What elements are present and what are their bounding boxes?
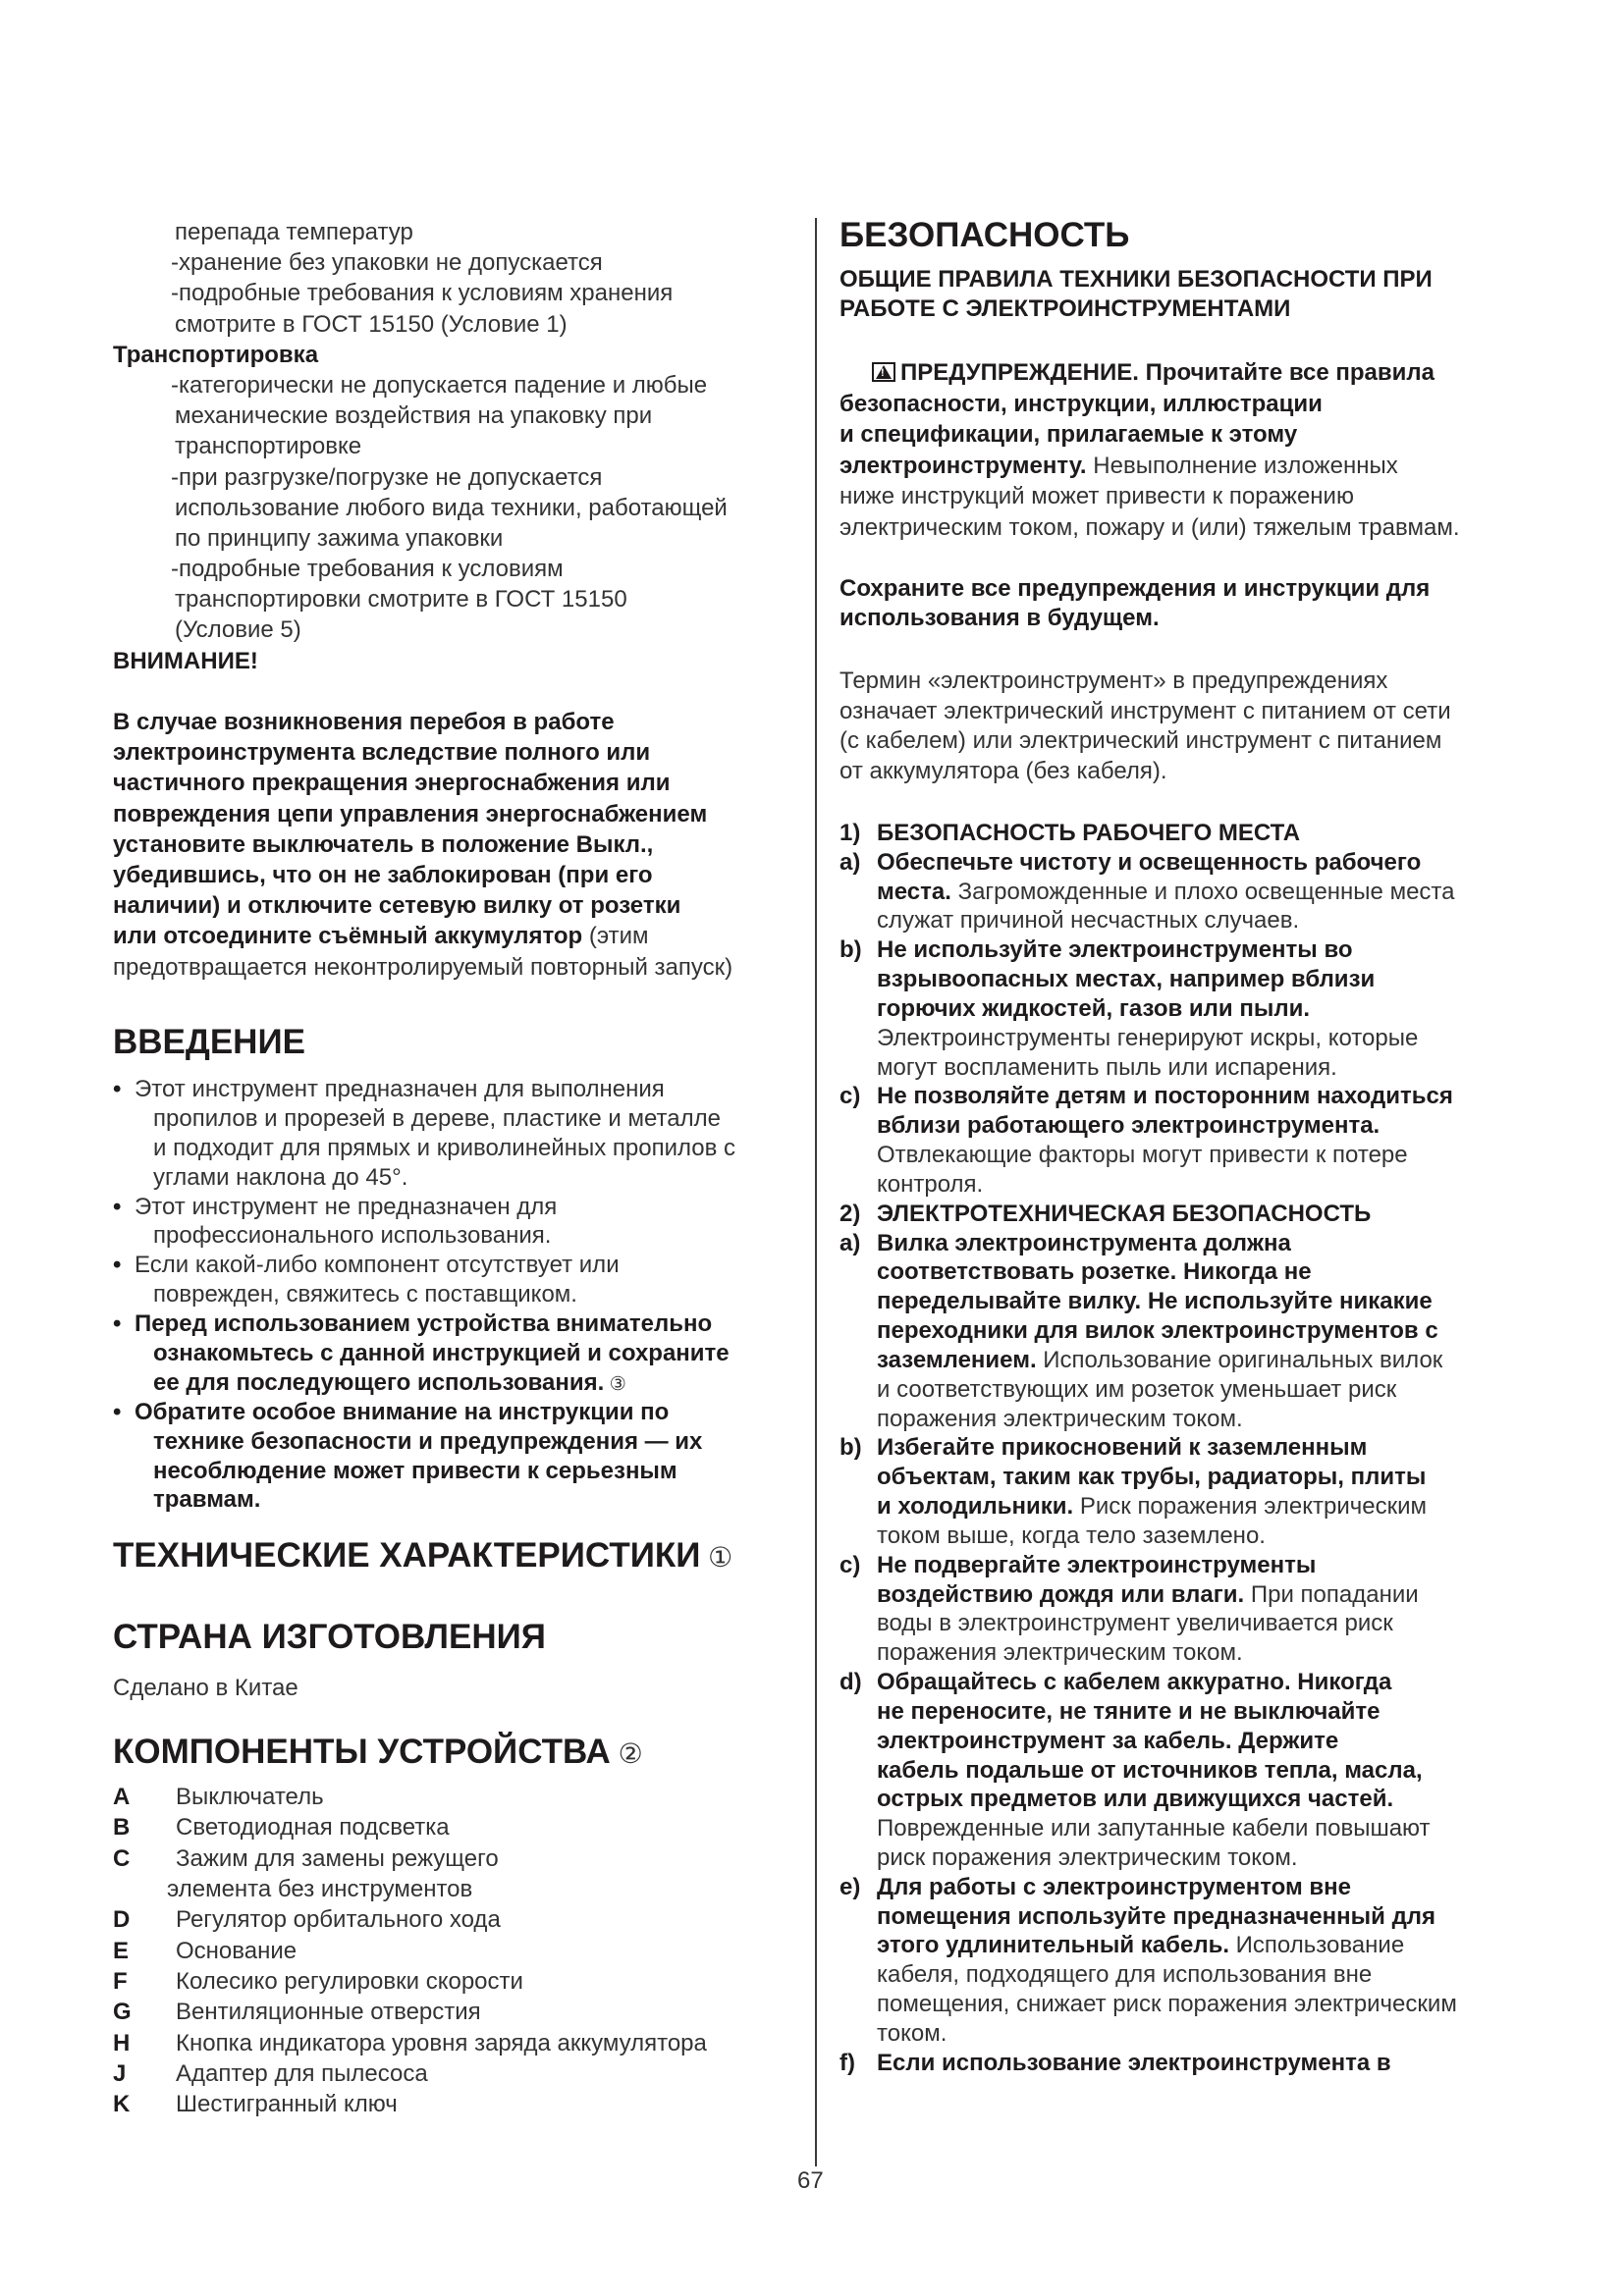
text-line [113,707,732,737]
list-item [839,819,1457,848]
text-run: или отсоедините съёмный аккумулятор [113,923,583,950]
list-marker: b) [839,1434,862,1462]
text-line [113,400,728,431]
text-run: ВНИМАНИЕ! [113,647,258,674]
text-line [113,890,732,921]
text-run: смотрите в ГОСТ 15150 (Условие 1) [175,310,568,338]
text-run: горючих жидкостей, газов или пыли. [877,994,1310,1022]
text-run: Шестигранный ключ [176,2091,398,2118]
text-line [113,952,732,983]
save-instructions-note [839,574,1430,633]
list-marker: A [113,1784,131,1810]
list-item [839,848,1457,878]
warning-triangle-icon [872,362,895,382]
text-run: кабеля, подходящего для использования вне [877,1961,1373,1989]
text-line [113,1427,735,1457]
general-safety-rules-title [839,265,1433,324]
text-line [839,1463,1457,1492]
text-run: риск поражения электрическим током. [877,1843,1298,1871]
text-run: -подробные требования к условиям [171,556,564,583]
text-run: Регулятор орбитального хода [176,1906,501,1934]
text-run: углами наклона до 45°. [153,1163,408,1191]
safety-warning-paragraph [839,357,1460,543]
text-line [113,1339,735,1368]
text-line [113,1457,735,1486]
text-run: перепада температур [175,219,413,245]
text-run: использования в будущем. [839,605,1160,631]
column-divider [815,218,817,2166]
page-number: 67 [797,2167,824,2194]
text-run: При попадании [1244,1580,1419,1608]
country-of-origin-text [113,1673,298,1703]
text-run: профессионального использования. [153,1222,552,1250]
text-line [839,1492,1457,1522]
text-line [839,667,1451,697]
list-marker: c) [839,1083,861,1110]
list-item [839,1229,1457,1258]
text-run: Кнопка индикатора уровня заряда аккумулятора [176,2029,707,2056]
text-run: наличии) и отключите сетевую вилку от розетки [113,892,681,920]
list-item [113,1309,735,1339]
text-run: (Условие 5) [175,616,301,644]
text-run: током выше, когда тело заземлено. [877,1522,1266,1549]
text-line [113,1673,298,1703]
list-marker: J [113,2060,127,2088]
text-run: (с кабелем) или электрический инструмент с питанием [839,727,1442,754]
text-run: Этот инструмент не предназначен для [135,1193,558,1220]
text-run: травмам. [153,1486,261,1514]
text-run: Сохраните все предупреждения и инструкции для [839,575,1431,602]
text-line [113,921,732,951]
text-line [839,1609,1457,1638]
list-item [113,1782,707,1812]
text-run: Сделано в Китае [113,1675,298,1701]
list-marker: B [113,1814,131,1842]
text-run: Обратите особое внимание на инструкции по [135,1398,670,1425]
text-run: и подходит для прямых и криволинейных пропилов с [153,1134,736,1161]
text-run: ниже инструкций может привести к поражению [839,483,1354,509]
text-run: поражения электрическим током. [877,1405,1243,1432]
text-run: объектам, таким как трубы, радиаторы, плиты [877,1464,1427,1491]
list-item [113,1936,707,1966]
text-run: электроинструмент за кабель. Держите [877,1727,1339,1754]
text-run: использование любого вида техники, работающей [175,494,728,521]
text-run: установите выключатель в положение Выкл., [113,830,654,858]
list-item [839,1082,1457,1111]
text-run: Отвлекающие факторы могут привести к потере [877,1142,1408,1169]
text-run: Для работы с электроинструментом вне [877,1873,1351,1900]
storage-transport-section [113,217,728,676]
figure-reference: ③ [604,1373,626,1395]
list-marker: e) [839,1873,861,1900]
text-line [113,829,732,860]
text-line [113,493,728,523]
heading-components [113,1731,643,1774]
text-run: и холодильники. [877,1493,1074,1521]
text-run: могут воспламенить пыль или испарения. [877,1053,1337,1081]
text-run: означает электрический инструмент с питанием от сети [839,697,1451,724]
text-run: механические воздействия на упаковку при [175,402,653,430]
list-item [113,1812,707,1842]
text-run: Если использование электроинструмента в [877,2049,1391,2076]
list-item [113,2089,707,2119]
list-marker: d) [839,1669,862,1696]
text-line [839,757,1451,787]
text-run: технике безопасности и предупреждения — их [153,1427,703,1455]
text-line [839,294,1433,324]
text-line [113,340,728,370]
list-marker: a) [839,848,861,876]
text-run: Перед использованием устройства внимательно [135,1310,713,1338]
text-line [839,1405,1457,1434]
text-line [839,2019,1457,2049]
text-line [113,217,728,247]
text-run: переделывайте вилку. Не используйте никакие [877,1288,1433,1315]
text-line [113,1104,735,1134]
text-run: взрывоопасных местах, например вблизи [877,966,1376,993]
list-marker: • [113,1398,122,1425]
text-run: Адаптер для пылесоса [176,2060,428,2088]
text-run: Использование оригинальных вилок [1036,1346,1443,1373]
text-run: Риск поражения электрическим [1073,1493,1428,1521]
text-run: Транспортировка [113,341,319,368]
text-run: ознакомьтесь с данной инструкцией и сохраните [153,1340,730,1367]
text-run: (этим [582,923,649,950]
list-item [113,1904,707,1935]
power-tool-term-definition [839,667,1451,786]
section-heading [113,1021,305,1064]
text-line [839,1053,1457,1083]
text-line [839,265,1433,294]
text-line [113,860,732,890]
list-item [113,1193,735,1222]
list-marker: K [113,2091,131,2118]
text-line [839,357,1460,389]
text-line [113,614,728,645]
list-item [113,1843,707,1874]
list-marker: • [113,1076,122,1102]
text-run: -при разгрузке/погрузке не допускается [171,463,603,491]
text-run: -подробные требования к условиям хранения [171,280,674,307]
text-line [113,462,728,493]
list-item [113,1075,735,1104]
list-marker: a) [839,1229,861,1256]
text-run: током. [877,2019,947,2047]
text-line [113,370,728,400]
text-line [839,1902,1457,1932]
text-line [113,554,728,584]
text-run: поражения электрическим током. [877,1639,1243,1667]
list-marker: D [113,1906,131,1934]
text-line [113,584,728,614]
list-marker: 1) [839,820,861,846]
text-run: Обеспечьте чистоту и освещенность рабочего [877,848,1422,876]
text-line [839,451,1460,482]
text-line [839,574,1430,604]
text-line [839,1960,1457,1990]
text-line [113,768,732,798]
list-item [113,2028,707,2058]
list-item [839,2049,1457,2078]
list-item [839,1668,1457,1697]
heading-technical-data [113,1534,732,1577]
text-run: по принципу зажима упаковки [175,524,504,552]
heading-safety [839,214,1129,257]
text-run: транспортировки смотрите в ГОСТ 15150 [175,586,627,614]
text-line [113,247,728,278]
text-run: повреждения цепи управления энергоснабжением [113,800,708,828]
text-run: Не подвергайте электроинструменты [877,1551,1317,1578]
text-line [839,1257,1457,1287]
text-run: вблизи работающего электроинструмента. [877,1112,1380,1140]
list-item [839,935,1457,965]
text-line [113,1163,735,1193]
text-line [839,1756,1457,1786]
text-run: соответствовать розетке. Никогда не [877,1258,1312,1286]
text-run: РАБОТЕ С ЭЛЕКТРОИНСТРУМЕНТАМИ [839,295,1291,322]
text-run: этого удлинительный кабель. [877,1932,1229,1959]
text-run: ОБЩИЕ ПРАВИЛА ТЕХНИКИ БЕЗОПАСНОСТИ ПРИ [839,266,1433,293]
text-run: Использование [1229,1932,1405,1959]
text-line [113,278,728,308]
text-run: несоблюдение может привести к серьезным [153,1457,677,1484]
text-run: Светодиодная подсветка [176,1814,450,1842]
text-line [839,481,1460,512]
text-line [839,1141,1457,1170]
list-item [839,1433,1457,1463]
text-line [839,726,1451,757]
text-run: -хранение без упаковки не допускается [171,249,603,277]
text-run: помещения, снижает риск поражения электрическим [877,1991,1457,2018]
list-item [113,2058,707,2089]
text-run: БЕЗОПАСНОСТЬ [839,216,1130,254]
text-run: переходники для вилок электроинструментов с [877,1317,1438,1345]
text-line [113,1221,735,1251]
text-run: Термин «электроинструмент» в предупреждениях [839,667,1388,694]
text-run: Не позволяйте детям и посторонним находиться [877,1083,1453,1110]
list-marker: E [113,1937,130,1964]
section-heading [113,1534,732,1577]
text-run: не переносите, не тяните и не выключайте [877,1697,1380,1725]
text-run: Зажим для замены режущего [176,1844,499,1872]
text-run: кабель подальше от источников тепла, масла, [877,1756,1423,1784]
text-run: Поврежденные или запутанные кабели повышают [877,1815,1431,1842]
text-line [113,1134,735,1163]
text-run: ТЕХНИЧЕСКИЕ ХАРАКТЕРИСТИКИ [113,1536,701,1575]
figure-reference: ① [700,1542,733,1573]
text-line [839,512,1460,544]
text-line [113,737,732,768]
text-line [839,389,1460,420]
text-run: острых предметов или движущихся частей. [877,1786,1394,1813]
section-heading [839,214,1129,257]
power-interruption-warning [113,707,732,983]
text-line [839,1697,1457,1727]
text-run: СТРАНА ИЗГОТОВЛЕНИЯ [113,1618,546,1656]
list-marker: • [113,1252,122,1279]
text-line [839,1024,1457,1053]
list-marker: 2) [839,1200,861,1227]
list-marker: b) [839,936,862,964]
text-line [113,1280,735,1309]
figure-reference: ② [610,1738,643,1769]
text-line [113,523,728,554]
list-marker: F [113,1968,128,1996]
text-run: Основание [176,1937,298,1964]
list-item [113,1251,735,1280]
text-line [839,1316,1457,1346]
text-run: Загроможденные и плохо освещенные места [950,878,1455,905]
text-line [839,994,1457,1024]
text-run: Выключатель [176,1784,324,1810]
text-line [839,1727,1457,1756]
text-run: ее для последующего использования. [153,1368,605,1396]
text-run: БЕЗОПАСНОСТЬ РАБОЧЕГО МЕСТА [877,820,1301,846]
text-line [839,1990,1457,2019]
text-line [113,309,728,340]
text-line [839,604,1430,633]
text-line [839,1111,1457,1141]
text-run: Вентиляционные отверстия [176,1999,481,2026]
text-run: Вилка электроинструмента должна [877,1229,1291,1256]
text-line [113,1874,707,1904]
text-run: транспортировке [175,433,362,460]
text-run: электроинструмента вследствие полного или [113,739,651,767]
text-run: Электроинструменты генерируют искры, которые [877,1024,1419,1051]
text-run: Если какой-либо компонент отсутствует или [135,1252,620,1279]
text-run: ВВЕДЕНИЕ [113,1023,305,1061]
list-item [113,1398,735,1427]
text-run: убедившись, что он не заблокирован (при его [113,861,653,888]
text-line [839,1638,1457,1668]
text-run: воздействию дождя или влаги. [877,1580,1245,1608]
text-line [839,878,1457,907]
text-run: места. [877,878,951,905]
text-run: поврежден, свяжитесь с поставщиком. [153,1281,577,1308]
text-run: Не используйте электроинструменты во [877,936,1353,964]
text-line [113,431,728,461]
text-run: предотвращается неконтролируемый повторный запуск) [113,953,733,981]
components-list [113,1782,707,2120]
text-run: Невыполнение изложенных [1086,452,1398,479]
list-item [113,1997,707,2027]
text-line [113,799,732,829]
text-run: электрическим током, пожару и (или) тяжелым травмам. [839,513,1460,541]
text-line [839,965,1457,994]
text-run: служат причиной несчастных случаев. [877,907,1300,934]
safety-rules-list [839,819,1457,2078]
list-marker: H [113,2029,131,2056]
text-line [839,1170,1457,1200]
text-run: частичного прекращения энергоснабжения или [113,770,671,797]
text-run: воды в электроинструмент увеличивается риск [877,1610,1393,1637]
text-run: В случае возникновения перебоя в работе [113,709,615,735]
text-line [839,1375,1457,1405]
list-marker: • [113,1310,122,1338]
text-run: заземлением. [877,1346,1037,1373]
text-run: электроинструменту. [839,452,1087,479]
text-line [839,1931,1457,1960]
text-run: контроля. [877,1170,984,1198]
text-line [839,1346,1457,1375]
text-run: ЭЛЕКТРОТЕХНИЧЕСКАЯ БЕЗОПАСНОСТЬ [877,1200,1372,1227]
text-run: Избегайте прикосновений к заземленным [877,1434,1368,1462]
text-line [839,1580,1457,1610]
text-line [839,1843,1457,1873]
text-run: безопасности, инструкции, иллюстрации [839,390,1323,417]
text-run: пропилов и прорезей в дереве, пластике и металле [153,1104,721,1132]
text-line [113,1485,735,1515]
section-heading [113,1616,546,1659]
text-run: -категорически не допускается падение и любые [171,371,708,399]
list-marker: • [113,1193,122,1220]
list-marker: c) [839,1551,861,1578]
list-marker: G [113,1999,132,2026]
list-marker: C [113,1844,131,1872]
text-line [839,697,1451,727]
text-line [113,1368,735,1398]
list-item [113,1966,707,1997]
introduction-list [113,1075,735,1515]
text-line [839,1814,1457,1843]
text-run: Колесико регулировки скорости [176,1968,523,1996]
text-run: помещения используйте предназначенный для [877,1902,1436,1930]
text-run: ПРЕДУПРЕЖДЕНИЕ. Прочитайте все правила [900,359,1435,386]
list-item [839,1873,1457,1902]
text-line [839,906,1457,935]
list-marker: f) [839,2049,855,2076]
heading-introduction [113,1021,305,1064]
text-run: КОМПОНЕНТЫ УСТРОЙСТВА [113,1733,611,1771]
text-line [839,1522,1457,1551]
text-run: элемента без инструментов [167,1876,473,1903]
text-run: и соответствующих им розеток уменьшает риск [877,1375,1397,1403]
section-heading [113,1731,643,1774]
text-run: Этот инструмент предназначен для выполнения [135,1076,665,1102]
text-line [839,1785,1457,1814]
text-run: от аккумулятора (без кабеля). [839,757,1167,784]
text-line [839,419,1460,451]
list-item [839,1200,1457,1229]
list-item [839,1551,1457,1580]
text-line [839,1287,1457,1316]
text-run: Обращайтесь с кабелем аккуратно. Никогда [877,1669,1392,1696]
text-line [113,646,728,676]
heading-country-of-origin [113,1616,546,1659]
text-run: и спецификации, прилагаемые к этому [839,421,1298,448]
